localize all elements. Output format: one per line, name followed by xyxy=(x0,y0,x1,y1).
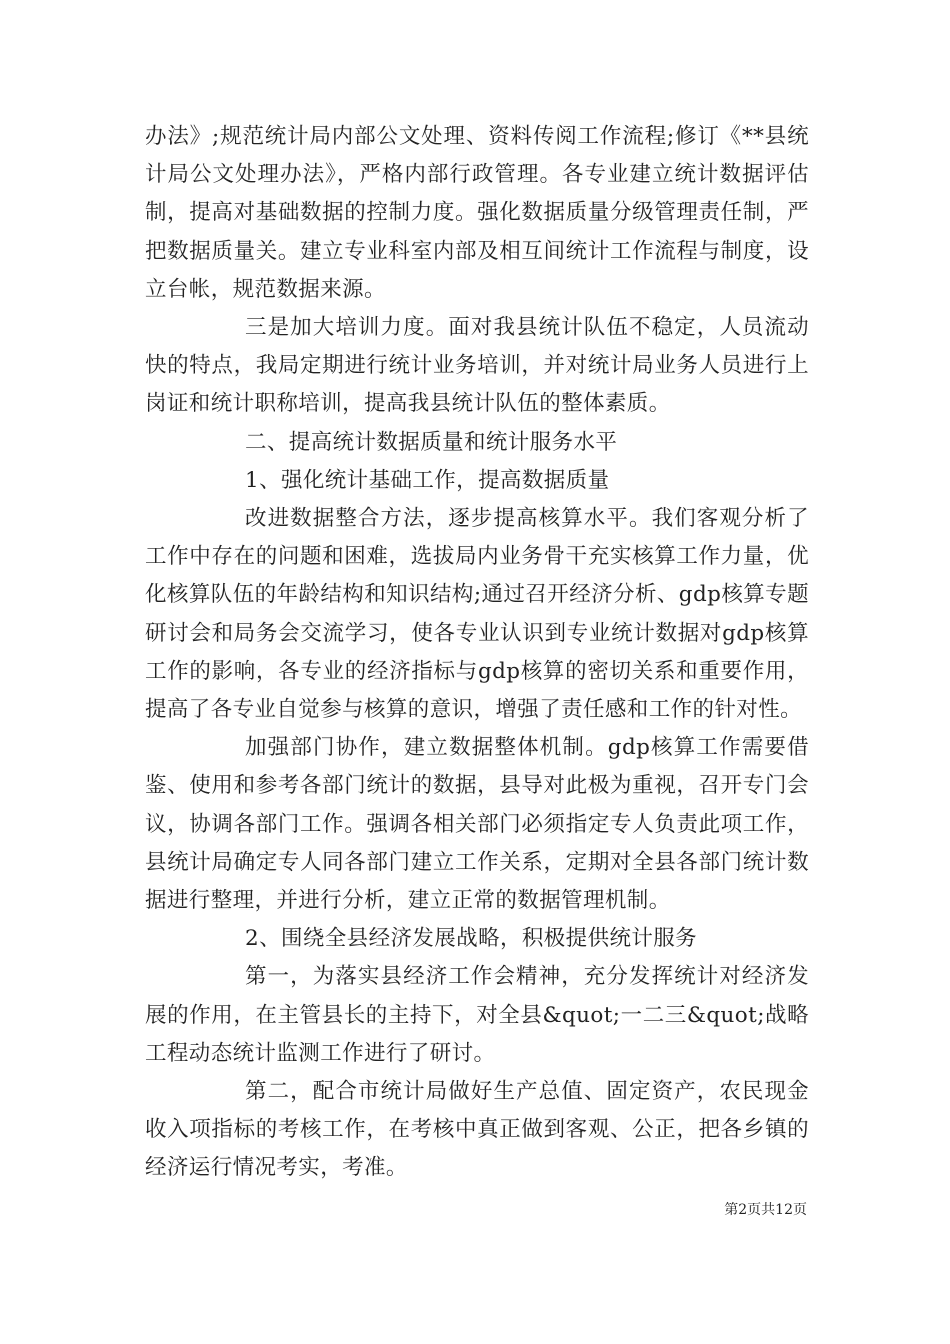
paragraph: 改进数据整合方法，逐步提高核算水平。我们客观分析了工作中存在的问题和困难，选拔局内业务骨干充实核算工作力量，优化核算队伍的年龄结构和知识结构;通过召开经济分析、gdp核算专题研讨会和局务会交流学习，使各专业认识到专业统计数据对gdp核算工作的影响，各专业的经济指标与gdp核算的密切关系和重要作用，提高了各专业自觉参与核算的意识，增强了责任感和工作的针对性。 xyxy=(145,506,809,723)
section-heading: 二、提高统计数据质量和统计服务水平 xyxy=(245,429,618,455)
subsection-heading: 1、强化统计基础工作，提高数据质量 xyxy=(245,467,610,493)
page-number: 第2页共12页 xyxy=(724,1202,807,1218)
paragraph: 第二，配合市统计局做好生产总值、固定资产，农民现金收入项指标的考核工作，在考核中真正做到客观、公正，把各乡镇的经济运行情况考实，考准。 xyxy=(145,1079,809,1181)
paragraph: 三是加大培训力度。面对我县统计队伍不稳定，人员流动快的特点，我局定期进行统计业务培训，并对统计局业务人员进行上岗证和统计职称培训，提高我县统计队伍的整体素质。 xyxy=(145,315,809,417)
paragraph: 第一，为落实县经济工作会精神，充分发挥统计对经济发展的作用，在主管县长的主持下，对全县&quot;一二三&quot;战略工程动态统计监测工作进行了研讨。 xyxy=(145,964,809,1066)
document-body xyxy=(145,118,809,1188)
subsection-heading: 2、围绕全县经济发展战略，积极提供统计服务 xyxy=(245,926,698,952)
paragraph: 加强部门协作，建立数据整体机制。gdp核算工作需要借鉴、使用和参考各部门统计的数据，县导对此极为重视，召开专门会议，协调各部门工作。强调各相关部门必须指定专人负责此项工作，县统计局确定专人同各部门建立工作关系，定期对全县各部门统计数据进行整理，并进行分析，建立正常的数据管理机制。 xyxy=(145,735,809,914)
paragraph: 办法》;规范统计局内部公文处理、资料传阅工作流程;修订《**县统计局公文处理办法》，严格内部行政管理。各专业建立统计数据评估制，提高对基础数据的控制力度。强化数据质量分级管理责任制，严把数据质量关。建立专业科室内部及相互间统计工作流程与制度，设立台帐，规范数据来源。 xyxy=(145,124,809,302)
